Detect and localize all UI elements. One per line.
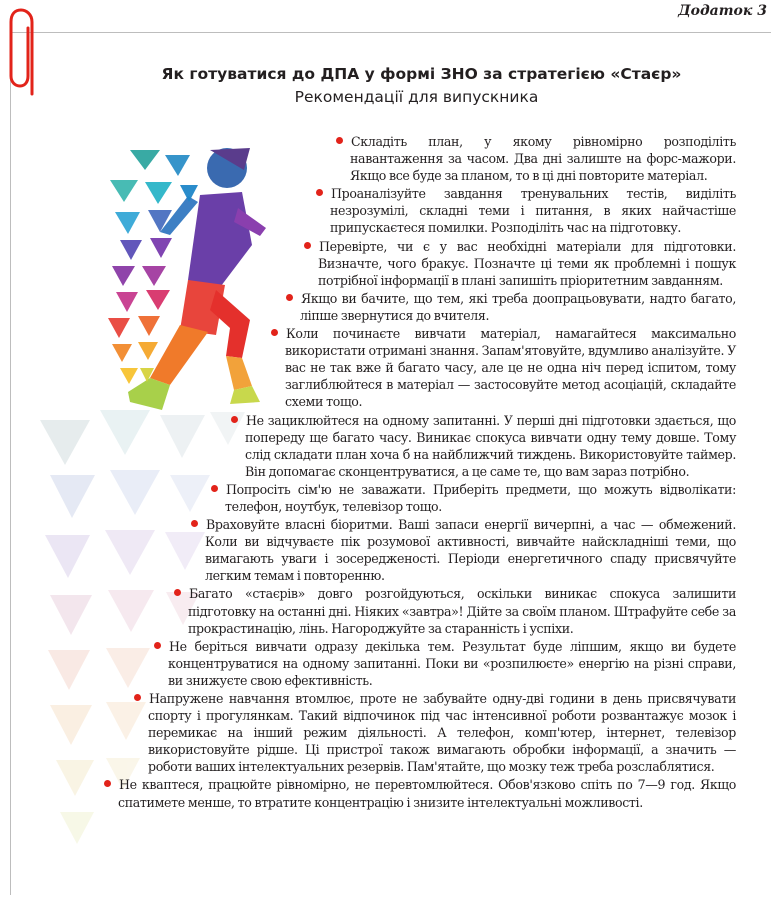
page-title: Як готуватися до ДПА у формі ЗНО за стратегією «Стаєр» bbox=[161, 65, 682, 83]
bullet-icon bbox=[271, 329, 278, 336]
bullet-icon bbox=[134, 694, 141, 701]
list-item: Не зациклюйтеся на одному запитанні. У перші дні підготовки здається, що попереду ще багато часу. Виникає спокуса вивчати одну тему довше. Тому слід складати план хоча б на найближчий тиждень. Використовуйте таймер. Він допомагає сконцентруватися, а це саме те, що вам зараз потрібно. bbox=[245, 412, 736, 480]
paperclip-icon bbox=[6, 6, 48, 98]
list-item: Попросіть сім'ю не заважати. Приберіть предмети, що можуть відволікати: телефон, ноутбук, телевізор тощо. bbox=[225, 481, 736, 515]
list-item: Багато «стаєрів» довго розгойдуються, оскільки виникає спокуса залишити підготовку на останні дні. Ніяких «завтра»! Дійте за своїм планом. Штрафуйте себе за прокрастинацію, лінь. Нагороджуйте за старанність і успіхи. bbox=[188, 585, 736, 636]
bullet-icon bbox=[231, 416, 238, 423]
list-item: Враховуйте власні біоритми. Ваші запаси енергії вичерпні, а час — обмежений. Коли ви відчуваєте пік розумової активності, вивчайте найскладніші теми, що вимагають уваги і зосередженості. Періоди енергетичного спаду присвячуйте легким темам і повторенню. bbox=[205, 516, 736, 584]
bullet-icon bbox=[191, 520, 198, 527]
bullet-icon bbox=[336, 137, 343, 144]
bullet-icon bbox=[154, 642, 161, 649]
appendix-label: Додаток 3 bbox=[678, 3, 767, 19]
list-item: Не кваптеся, працюйте рівномірно, не перевтомлюйтеся. Обов'язково спіть по 7—9 год. Якщо спатимете менше, то втратите концентрацію і знизите інтелектуальні можливості. bbox=[118, 776, 736, 810]
recommendations-list bbox=[0, 133, 760, 812]
bullet-icon bbox=[211, 485, 218, 492]
bullet-icon bbox=[174, 589, 181, 596]
list-item: Проаналізуйте завдання тренувальних тестів, виділіть незрозумілі, складні теми і питання, в яких найчастіше припускаєтеся помилки. Розподіліть час на підготовку. bbox=[330, 185, 736, 236]
list-item: Складіть план, у якому рівномірно розподіліть навантаження за часом. Два дні залиште на форс-мажори. Якщо все буде за планом, то в ці дні повторите матеріал. bbox=[350, 133, 736, 184]
list-item: Якщо ви бачите, що тем, які треба доопрацьовувати, надто багато, ліпше звернутися до вчителя. bbox=[300, 290, 736, 324]
list-item: Коли починаєте вивчати матеріал, намагайтеся максимально використати отримані знання. Запам'ятовуйте, вдумливо аналізуйте. У вас не так вже й багато часу, але це не одна ніч перед іспитом, тому заглиблюйтеся в матеріал — застосовуйте метод асоціацій, складайте схеми тощо. bbox=[285, 325, 736, 410]
list-item: Напружене навчання втомлює, проте не забувайте одну-дві години в день присвячувати спорту і прогулянкам. Такий відпочинок під час інтенсивної роботи розвантажує мозок і перемикає на інший режим діяльності. А телефон, комп'ютер, інтернет, телевізор використовуйте рідше. Ці пристрої також вимагають обробки інформації, а значить — роботи ваших інтелектуальних резервів. Пам'ятайте, що мозку теж треба розслаблятися. bbox=[148, 690, 736, 775]
bullet-icon bbox=[286, 294, 293, 301]
bullet-icon bbox=[316, 189, 323, 196]
page-subtitle: Рекомендації для випускника bbox=[294, 88, 539, 106]
bullet-icon bbox=[104, 780, 111, 787]
bullet-icon bbox=[304, 242, 311, 249]
list-item: Не беріться вивчати одразу декілька тем. Результат буде ліпшим, якщо ви будете концентруватися на одному запитанні. Поки ви «розпилюєте» енергію на різні справи, ви знижуєте свою ефективність. bbox=[168, 638, 736, 689]
list-item: Перевірте, чи є у вас необхідні матеріали для підготовки. Визначте, чого бракує. Позначте ці теми як проблемні і пошук потрібної інформації в плані запишіть пріоритетним завданням. bbox=[318, 238, 736, 289]
